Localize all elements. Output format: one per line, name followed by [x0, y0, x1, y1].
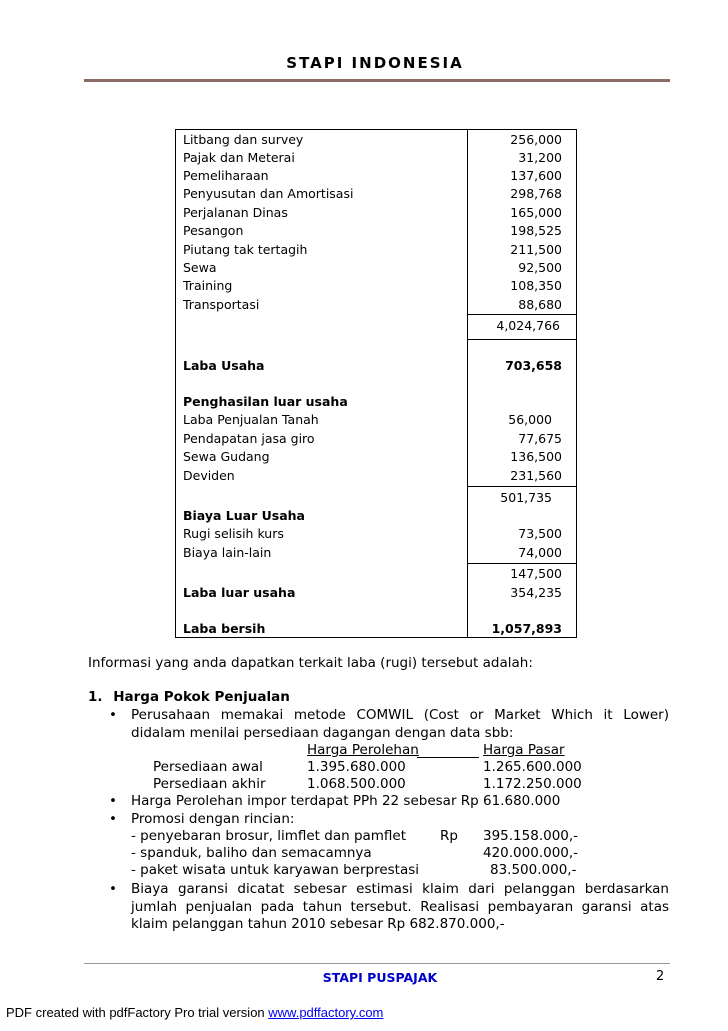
ledger-row: Pajak dan Meterai 31,200 [183, 150, 562, 165]
ledger-row: Biaya lain-lain 74,000 [183, 545, 562, 560]
sum-rule [467, 339, 577, 340]
promo-label: - penyebaran brosur, limflet dan pamflet [131, 828, 407, 844]
pdf-notice-text: PDF created with pdfFactory Pro trial version [6, 1005, 269, 1020]
table-cell: 1.068.500.000 [307, 776, 406, 792]
header-rule [84, 79, 670, 82]
col-header-perolehan: Harga Perolehan [307, 742, 419, 758]
intro-text: Informasi yang anda dapatkan terkait laba (rugi) tersebut adalah: [88, 655, 533, 671]
ledger-row: Laba Penjualan Tanah 56,000 [183, 412, 552, 427]
expenses-total-row: 4,024,766 [496, 318, 560, 333]
laba-bersih-row: Laba bersih 1,057,893 [183, 621, 562, 636]
header-underline-gap [417, 742, 479, 758]
bullet-text: Promosi dengan rincian: [131, 811, 295, 827]
pdf-notice [6, 1005, 383, 1020]
section-number: 1. [88, 689, 103, 705]
table-row-label: Persediaan akhir [153, 776, 266, 792]
bullet-glyph: • [109, 793, 117, 809]
bullet-text: Biaya garansi dicatat sebesar estimasi klaim dari pelanggan berdasarkan jumlah penjualan pada tahun tersebut. Realisasi pembayaran garansi atas klaim pelanggan tahun 2010 sebesar Rp 682.870.000,- [131, 881, 669, 932]
penghasilan-total-row: 501,735 [500, 490, 552, 505]
sum-rule [467, 563, 577, 564]
promo-value: 83.500.000,- [490, 862, 577, 878]
ledger-row: Transportasi 88,680 [183, 297, 562, 312]
table-cell: 1.395.680.000 [307, 759, 406, 775]
ledger-row: Piutang tak tertagih 211,500 [183, 242, 562, 257]
promo-value: 420.000.000,- [483, 845, 579, 861]
bullet-glyph: • [109, 811, 117, 827]
penghasilan-heading: Penghasilan luar usaha [183, 394, 348, 409]
promo-label: - paket wisata untuk karyawan berprestasi [131, 862, 420, 878]
page-title: STAPI INDONESIA [286, 54, 464, 72]
bullet-text: Perusahaan memakai metode COMWIL (Cost or Market Which it Lower) didalam menilai persediaan dagangan dengan data sbb: [131, 707, 669, 741]
bullet-text: Harga Perolehan impor terdapat PPh 22 sebesar Rp 61.680.000 [131, 793, 561, 809]
col-header-pasar: Harga Pasar [483, 742, 565, 758]
section-heading [88, 688, 290, 706]
footer-label: STAPI PUSPAJAK [322, 970, 438, 985]
sum-rule [467, 486, 577, 487]
footer-rule [84, 963, 670, 964]
biaya-heading: Biaya Luar Usaha [183, 508, 305, 523]
pdf-notice-link[interactable]: www.pdffactory.com [268, 1005, 384, 1020]
page-number: 2 [656, 969, 665, 984]
ledger-row: Pemeliharaan 137,600 [183, 168, 562, 183]
ledger-row: Perjalanan Dinas 165,000 [183, 205, 562, 220]
table-row-label: Persediaan awal [153, 759, 263, 775]
ledger-row: Penyusutan dan Amortisasi 298,768 [183, 186, 562, 201]
table-cell: 1.172.250.000 [483, 776, 582, 792]
ledger-row: Sewa 92,500 [183, 260, 562, 275]
promo-currency: Rp [440, 828, 458, 844]
ledger-row: Litbang dan survey 256,000 [183, 132, 562, 147]
laba-usaha-row: Laba Usaha 703,658 [183, 358, 562, 373]
bullet-glyph: • [109, 707, 117, 723]
promo-label: - spanduk, baliho dan semacamnya [131, 845, 372, 861]
sum-rule [467, 314, 577, 315]
table-cell: 1.265.600.000 [483, 759, 582, 775]
section-title: Harga Pokok Penjualan [113, 689, 290, 705]
ledger-row: Pendapatan jasa giro 77,675 [183, 431, 562, 446]
ledger-row: Rugi selisih kurs 73,500 [183, 526, 562, 541]
ledger-row: Deviden 231,560 [183, 468, 562, 483]
ledger-row: Sewa Gudang 136,500 [183, 449, 562, 464]
bullet-glyph: • [109, 881, 117, 897]
ledger-row: Training 108,350 [183, 278, 562, 293]
ledger-row: Pesangon 198,525 [183, 223, 562, 238]
biaya-total-row: 147,500 [510, 566, 562, 581]
laba-luar-usaha-row: Laba luar usaha 354,235 [183, 585, 562, 600]
promo-value: 395.158.000,- [483, 828, 579, 844]
